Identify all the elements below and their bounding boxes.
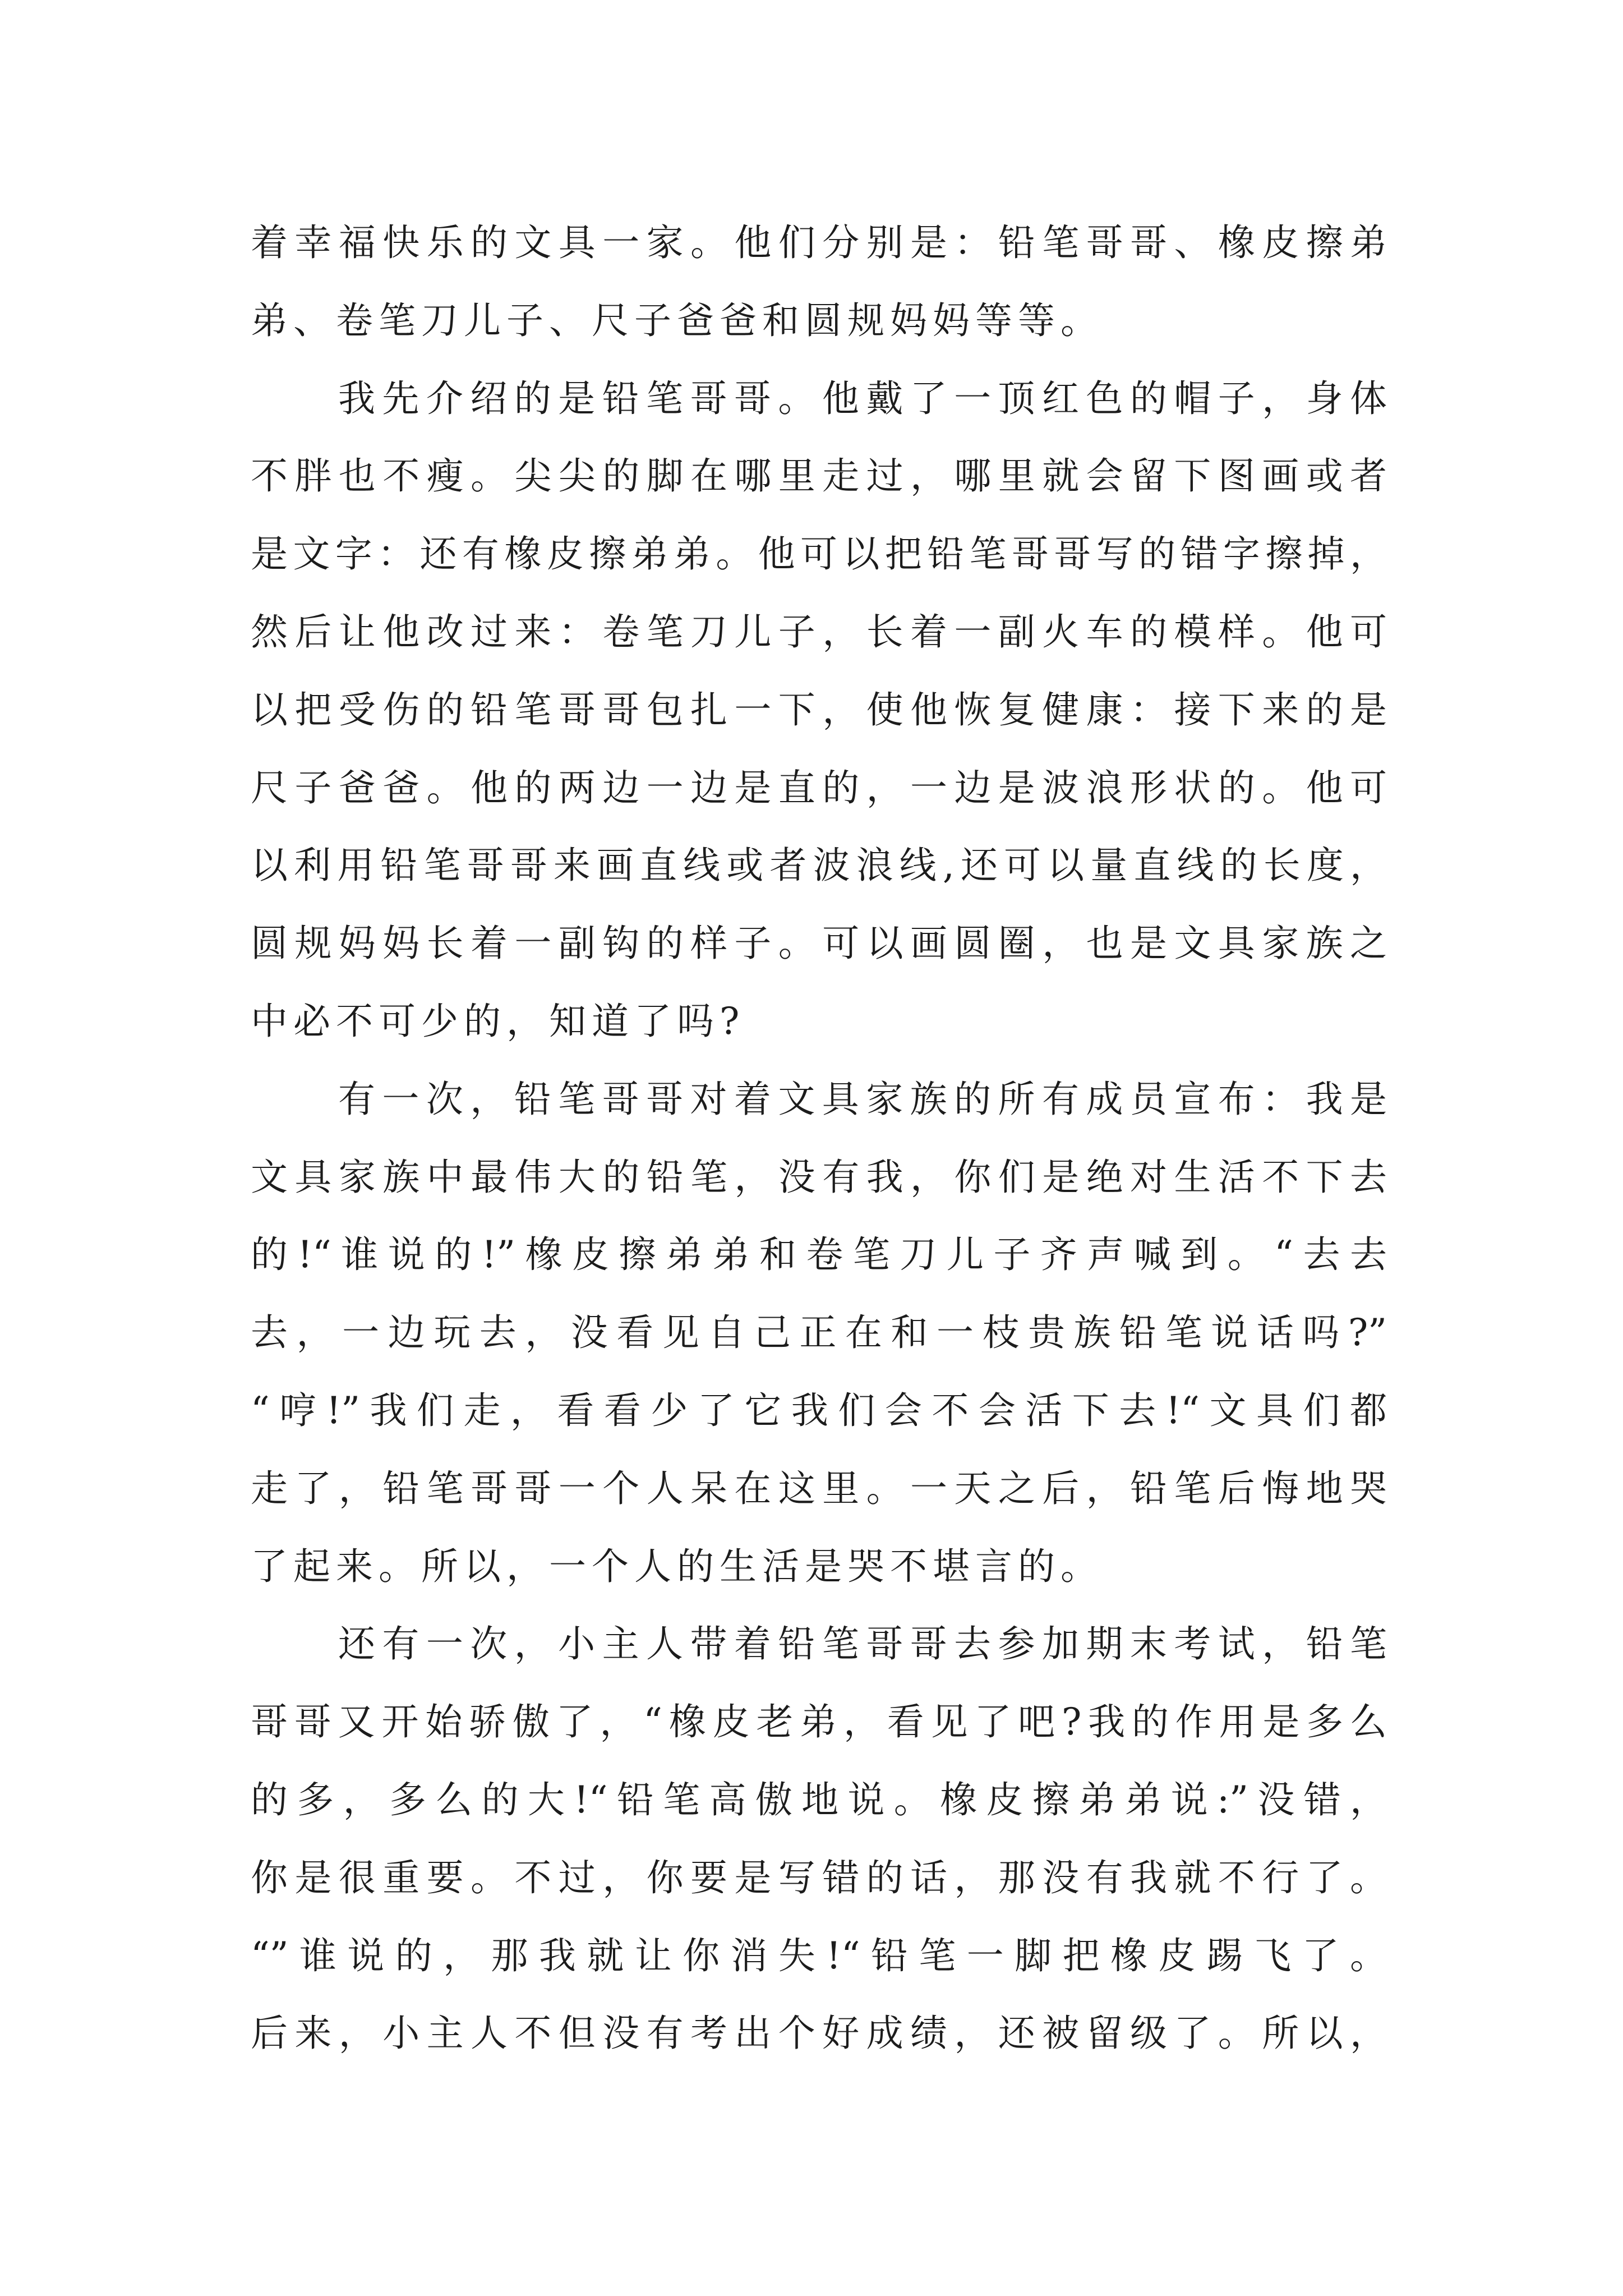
text-line: 还有一次，小主人带着铅笔哥哥去参加期末考试，铅笔 (338, 1622, 1387, 1666)
text-line: 去，一边玩去，没看见自己正在和一枝贵族铅笔说话吗?” (251, 1311, 1387, 1355)
paragraph (251, 360, 1387, 1061)
text-line: 的!“谁说的!”橡皮擦弟弟和卷笔刀儿子齐声喊到。“去去 (251, 1233, 1387, 1277)
text-line: “哼!”我们走，看看少了它我们会不会活下去!“文具们都 (251, 1388, 1387, 1432)
text-line: 圆规妈妈长着一副钩的样子。可以画圆圈，也是文具家族之 (251, 922, 1387, 965)
text-line: 了起来。所以，一个人的生活是哭不堪言的。 (251, 1544, 1103, 1588)
text-line: 尺子爸爸。他的两边一边是直的，一边是波浪形状的。他可 (251, 766, 1387, 809)
text-line: 以把受伤的铅笔哥哥包扎一下，使他恢复健康：接下来的是 (251, 688, 1387, 731)
text-line: 后来，小主人不但没有考出个好成绩，还被留级了。所以， (251, 2012, 1387, 2055)
paragraph (251, 1605, 1387, 2073)
text-line: 走了，铅笔哥哥一个人呆在这里。一天之后，铅笔后悔地哭 (251, 1466, 1387, 1510)
text-line: 哥哥又开始骄傲了，“橡皮老弟，看见了吧?我的作用是多么 (251, 1700, 1387, 1744)
body-text (251, 204, 1387, 2073)
text-line: “”谁说的，那我就让你消失!“铅笔一脚把橡皮踢飞了。 (251, 1934, 1387, 1977)
text-line: 弟、卷笔刀儿子、尺子爸爸和圆规妈妈等等。 (251, 298, 1103, 342)
text-line: 我先介绍的是铅笔哥哥。他戴了一顶红色的帽子，身体 (338, 376, 1387, 420)
text-line: 以利用铅笔哥哥来画直线或者波浪线,还可以量直线的长度， (251, 844, 1387, 887)
text-line: 着幸福快乐的文具一家。他们分别是：铅笔哥哥、橡皮擦弟 (251, 221, 1387, 264)
text-line: 的多，多么的大!“铅笔高傲地说。橡皮擦弟弟说:”没错， (251, 1778, 1387, 1821)
paragraph (251, 204, 1387, 360)
text-line: 不胖也不瘦。尖尖的脚在哪里走过，哪里就会留下图画或者 (251, 454, 1387, 498)
paragraph (251, 1061, 1387, 1606)
text-line: 中必不可少的，知道了吗? (251, 999, 745, 1043)
text-line: 有一次，铅笔哥哥对着文具家族的所有成员宣布：我是 (338, 1077, 1387, 1121)
text-line: 文具家族中最伟大的铅笔，没有我，你们是绝对生活不下去 (251, 1155, 1387, 1199)
text-line: 然后让他改过来：卷笔刀儿子，长着一副火车的模样。他可 (251, 610, 1387, 654)
text-line: 是文字：还有橡皮擦弟弟。他可以把铅笔哥哥写的错字擦掉， (251, 532, 1387, 576)
text-line: 你是很重要。不过，你要是写错的话，那没有我就不行了。 (251, 1856, 1387, 1899)
